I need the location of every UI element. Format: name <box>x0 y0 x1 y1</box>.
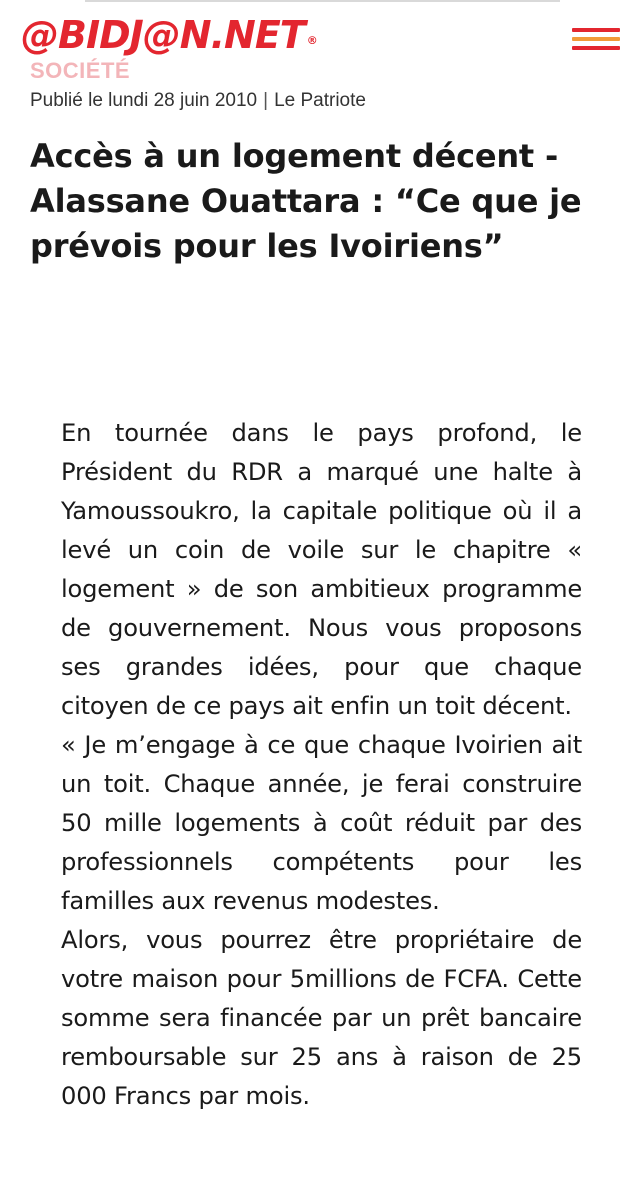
hamburger-menu-icon[interactable] <box>572 28 620 50</box>
article-paragraph: « Je m’engage à ce que chaque Ivoirien ait un toit. Chaque année, je ferai construire 50 mille logements à coût réduit par des professionnels compétents pour les familles aux revenus modestes. <box>61 731 582 915</box>
registered-mark: ® <box>306 34 317 47</box>
article-meta <box>30 88 366 114</box>
site-logo-text: @BIDJ@N.NET <box>21 13 305 57</box>
article-paragraph: Alors, vous pourrez être propriétaire de votre maison pour 5millions de FCFA. Cette somme sera financée par un prêt bancaire remboursable sur 25 ans à raison de 25 000 Francs par mois. <box>61 926 582 1110</box>
site-logo[interactable] <box>21 13 317 63</box>
article-paragraph: En tournée dans le pays profond, le Président du RDR a marqué une halte à Yamoussoukro, la capitale politique où il a levé un coin de voile sur le chapitre « logement » de son ambitieux programme de gouvernement. Nous vous proposons ses grandes idées, pour que chaque citoyen de ce pays ait enfin un toit décent. <box>61 419 582 720</box>
published-date: Publié le lundi 28 juin 2010 <box>30 90 258 111</box>
article-title: Accès à un logement décent - Alassane Ouattara : “Ce que je prévois pour les Ivoiriens” <box>30 137 582 265</box>
category-link[interactable]: SOCIÉTÉ <box>30 58 131 83</box>
meta-separator: | <box>263 90 269 111</box>
article-source: Le Patriote <box>274 90 366 111</box>
article-body <box>61 414 582 1116</box>
